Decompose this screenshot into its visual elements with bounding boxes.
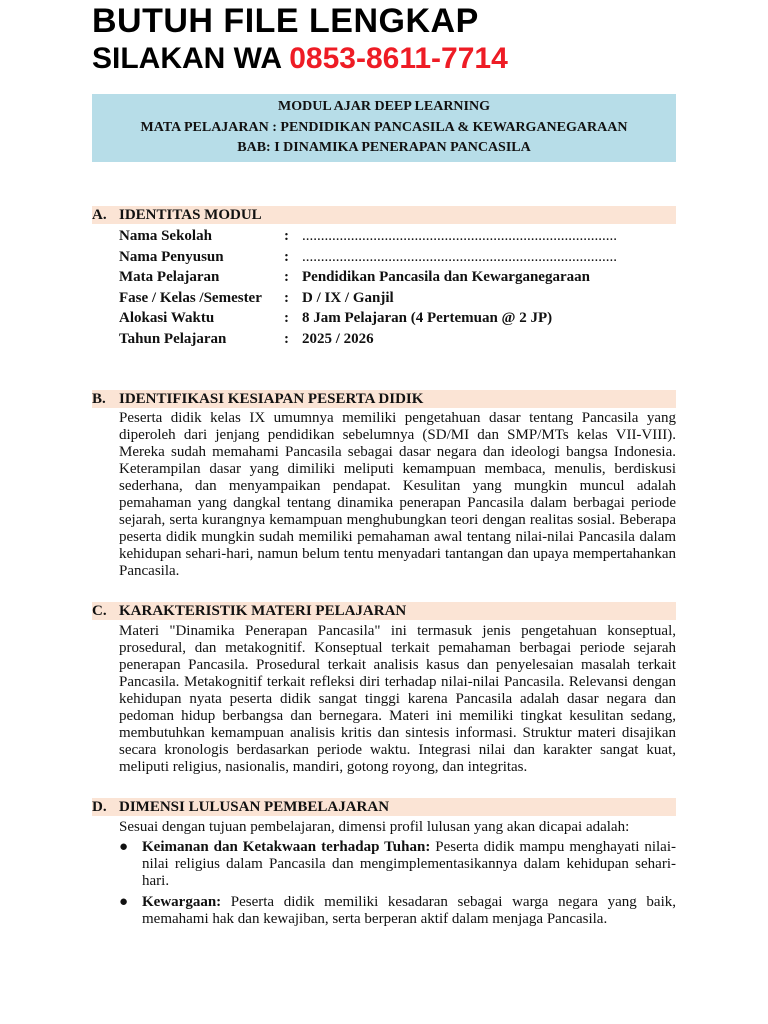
- list-item: [119, 894, 676, 928]
- identity-label: Nama Penyusun: [119, 248, 224, 265]
- section-d-letter: D.: [92, 799, 107, 815]
- section-a-title: IDENTITAS MODUL: [119, 207, 262, 223]
- identity-row-phase: [119, 288, 679, 309]
- identity-colon: :: [284, 330, 289, 347]
- section-d-intro: Sesuai dengan tujuan pembelajaran, dimensi profil lulusan yang akan dicapai adalah:: [119, 819, 630, 835]
- identity-label: Fase / Kelas /Semester: [119, 289, 262, 306]
- identity-row-author: [119, 247, 679, 268]
- header-line-3: BAB: I DINAMIKA PENERAPAN PANCASILA: [237, 140, 531, 155]
- identity-value: 8 Jam Pelajaran (4 Pertemuan @ 2 JP): [302, 310, 553, 326]
- bullet-text: Peserta didik memiliki kesadaran sebagai warga negara yang baik, memahami hak dan kewajiban, serta berperan aktif dalam menjaga Pancasila.: [142, 894, 676, 927]
- bullet-dot-icon: ●: [119, 894, 129, 910]
- promo-line-1: BUTUH FILE LENGKAP: [92, 2, 479, 40]
- bullet-dot-icon: ●: [119, 839, 129, 855]
- promo-line-2: [92, 40, 508, 78]
- identity-colon: :: [284, 289, 289, 306]
- promo-banner: [92, 2, 508, 78]
- identity-table: [119, 226, 679, 349]
- dimension-list: [119, 839, 676, 932]
- section-b-title: IDENTIFIKASI KESIAPAN PESERTA DIDIK: [119, 391, 424, 407]
- bullet-term: Kewargaan:: [142, 894, 222, 910]
- header-line-2: MATA PELAJARAN : PENDIDIKAN PANCASILA & KEWARGANEGARAAN: [140, 119, 628, 135]
- identity-colon: :: [284, 310, 289, 326]
- identity-value: Pendidikan Pancasila dan Kewarganegaraan: [302, 269, 590, 285]
- identity-label: Alokasi Waktu: [119, 310, 215, 326]
- section-a-heading: [92, 206, 676, 224]
- identity-colon: :: [284, 248, 289, 265]
- identity-label: Tahun Pelajaran: [119, 330, 227, 347]
- section-a-letter: A.: [92, 207, 107, 223]
- section-b-paragraph: Peserta didik kelas IX umumnya memiliki pengetahuan dasar tentang Pancasila yang diperoleh dari jenjang pendidikan sebelumnya (SD/MI dan SMP/MTs kelas VII-VIII). Mereka sudah memahami Pancasila sebagai dasar negara dan ideologi bangsa Indonesia. Keterampilan dasar yang dimiliki meliputi kemampuan membaca, menulis, berdiskusi sederhana, dan menyampaikan pendapat. Kesulitan yang mungkin muncul adalah pemahaman yang dangkal tentang dinamika penerapan Pancasila dalam berbagai periode sejarah, serta kurangnya kemampuan menghubungkan teori dengan realitas sosial. Beberapa peserta didik mungkin sudah memiliki pemahaman awal tentang nilai-nilai Pancasila dalam kehidupan sehari-hari, namun belum tentu menyadari tantangan dan upaya mempertahankan Pancasila.: [119, 410, 676, 579]
- section-d-heading: [92, 798, 676, 816]
- section-c-paragraph: Materi "Dinamika Penerapan Pancasila" ini termasuk jenis pengetahuan konseptual, prosedural, dan metakognitif. Konseptual terkait pemahaman berbagai periode sejarah penerapan Pancasila. Prosedural terkait analisis kasus dan penyelesaian masalah terkait Pancasila. Metakognitif terkait refleksi diri terhadap nilai-nilai Pancasila. Relevansi dengan kehidupan nyata peserta didik sangat tinggi karena Pancasila adalah dasar negara dan pedoman hidup berbangsa dan bernegara. Materi ini memiliki tingkat kesulitan sedang, membutuhkan kemampuan analisis kritis dan sintesis informasi. Struktur materi disajikan secara kronologis berdasarkan periode waktu. Integrasi nilai dan karakter sangat kuat, meliputi religius, nasionalis, mandiri, gotong royong, dan integritas.: [119, 623, 676, 775]
- identity-colon: :: [284, 269, 289, 285]
- bullet-text: Peserta didik mampu menghayati nilai-nilai religius dalam Pancasila dan mengimplementasikannya dalam kehidupan sehari-hari.: [142, 839, 676, 889]
- identity-value: D / IX / Ganjil: [302, 289, 394, 306]
- promo-prefix: SILAKAN WA: [92, 42, 290, 75]
- identity-label: Mata Pelajaran: [119, 269, 220, 285]
- section-c-title: KARAKTERISTIK MATERI PELAJARAN: [119, 603, 407, 619]
- section-b-heading: [92, 390, 676, 408]
- identity-value: 2025 / 2026: [302, 330, 374, 347]
- identity-row-subject: [119, 267, 679, 288]
- identity-row-school: [119, 226, 679, 247]
- list-item: [119, 839, 676, 890]
- module-header: [92, 94, 676, 162]
- section-c-heading: [92, 602, 676, 620]
- identity-row-time: [119, 308, 679, 329]
- section-c-letter: C.: [92, 603, 107, 619]
- identity-value: ....................................................................................: [302, 248, 617, 265]
- bullet-term: Keimanan dan Ketakwaan terhadap Tuhan:: [142, 839, 431, 855]
- identity-colon: :: [284, 228, 289, 244]
- identity-label: Nama Sekolah: [119, 228, 212, 244]
- identity-value: ....................................................................................: [302, 228, 617, 244]
- header-line-1: MODUL AJAR DEEP LEARNING: [278, 99, 490, 114]
- promo-phone-number: 0853-8611-7714: [289, 42, 508, 75]
- identity-row-year: [119, 329, 679, 350]
- section-d-title: DIMENSI LULUSAN PEMBELAJARAN: [119, 799, 390, 815]
- section-b-letter: B.: [92, 391, 106, 407]
